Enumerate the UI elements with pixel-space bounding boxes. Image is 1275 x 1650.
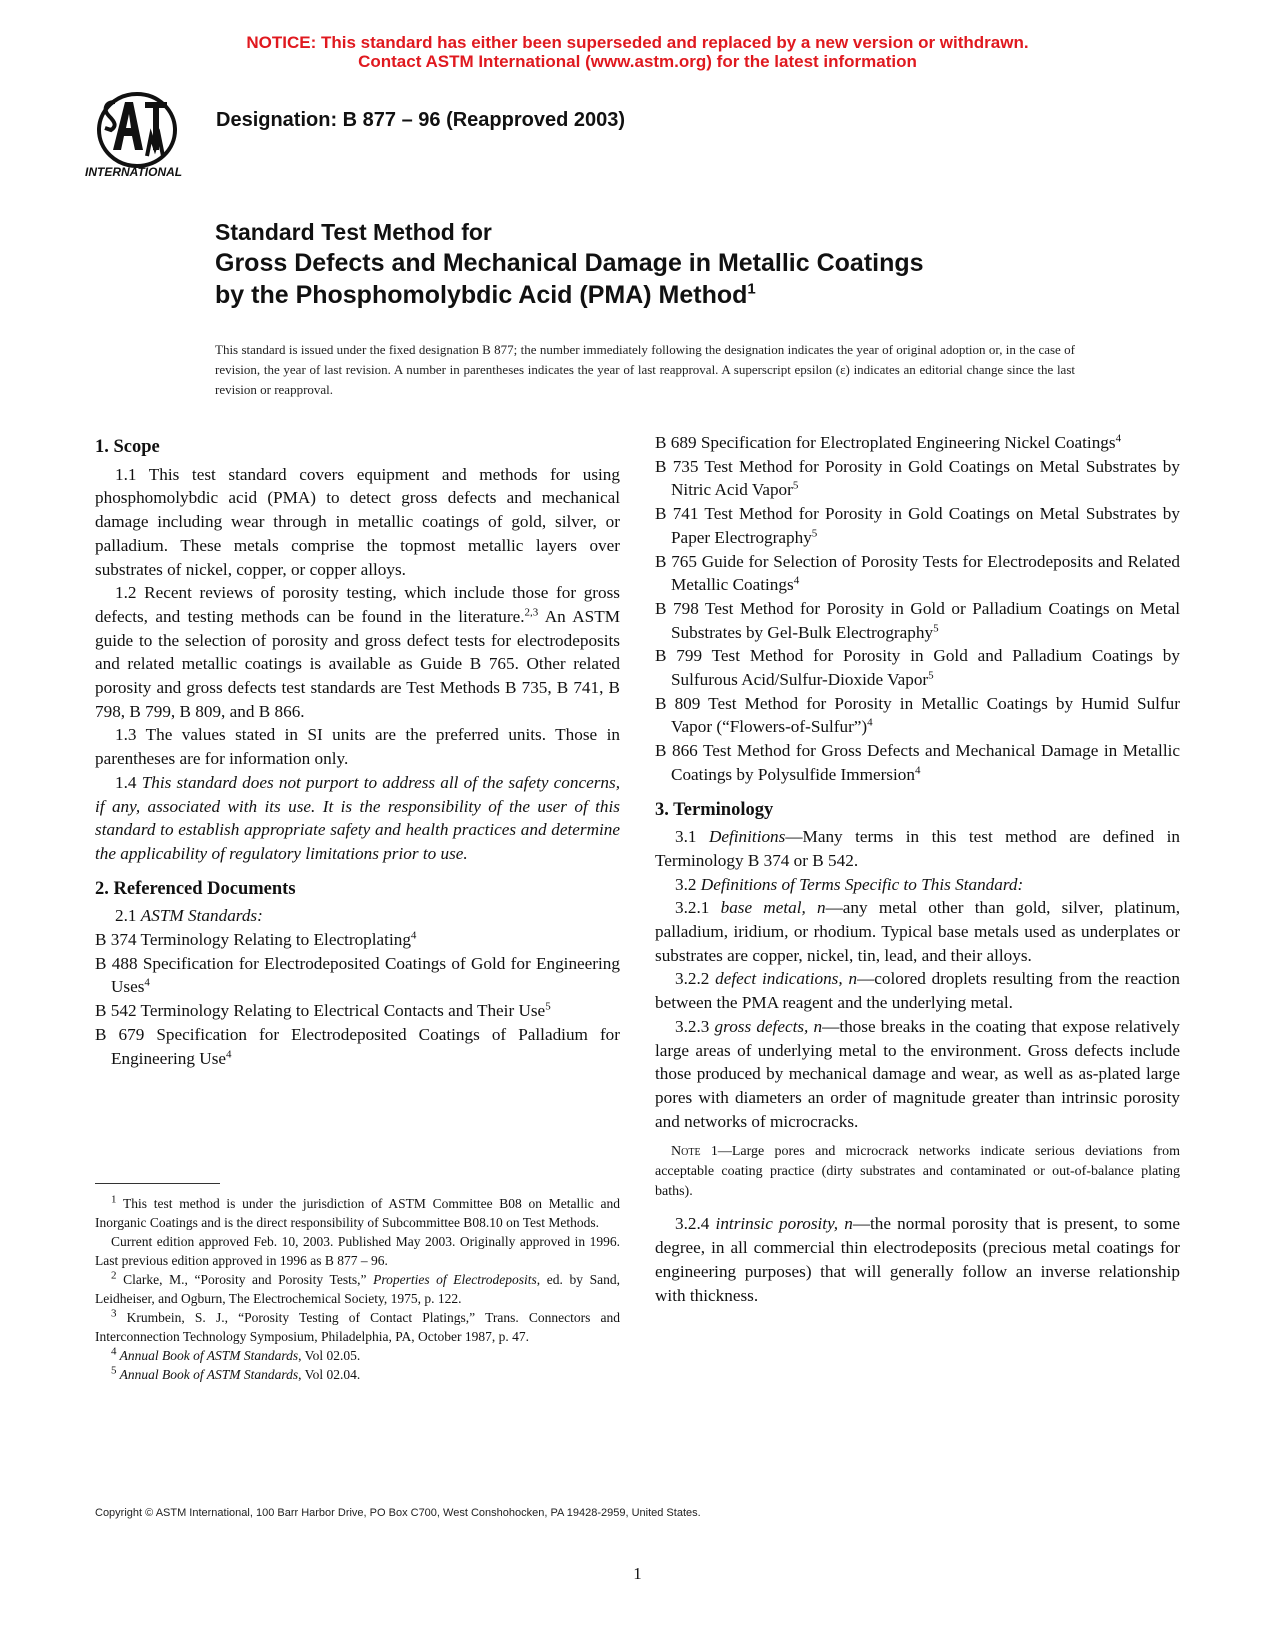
footnote-text: Clarke, M., “Porosity and Porosity Tests,” [116, 1272, 374, 1287]
safety-statement: This standard does not purport to address all of the safety concerns, if any, associated with its use. It is the responsibility of the user of this standard to establish appropriate safety and health practices and determine the applicability of regulatory limitations prior to use. [95, 772, 621, 863]
astm-logo [85, 88, 200, 183]
footnote-ref: 4 [1115, 432, 1122, 445]
paragraph-number: 3.2.4 [675, 1214, 716, 1234]
astm-standards-label: ASTM Standards: [140, 906, 263, 926]
reference-text: B 488 Specification for Electrodeposited Coatings of Gold for Engineering Uses [95, 953, 620, 997]
reference-text: B 374 Terminology Relating to Electroplating [95, 930, 411, 950]
paragraph-number: 3.2.1 [675, 898, 721, 918]
footnote-number: 4 [111, 1345, 117, 1358]
footnote-ref: 4 [410, 929, 417, 942]
footnote-text: This test method is under the jurisdiction of ASTM Committee B08 on Metallic and Inorganic Coatings and is the direct responsibility of Subcommittee B08.10 on Test Methods. [95, 1196, 620, 1230]
term: intrinsic porosity, n [715, 1214, 853, 1234]
reference-text: B 798 Test Method for Porosity in Gold or Palladium Coatings on Metal Substrates by Gel-Bulk Electrography [655, 598, 1180, 642]
paragraph-number: 3.2 [675, 874, 701, 894]
page-number: 1 [633, 1564, 642, 1583]
footnote-ref: 5 [928, 669, 934, 682]
designation: Designation: B 877 – 96 (Reapproved 2003) [216, 109, 626, 131]
footnote-ref: 5 [811, 527, 818, 540]
reference-item [655, 644, 1180, 691]
reference-item [655, 692, 1180, 739]
logo-text: INTERNATIONAL [85, 165, 183, 179]
paragraph-number: 3.2.3 [675, 1016, 715, 1036]
footnote-italic: Annual Book of ASTM Standards [116, 1348, 299, 1363]
footnote-number: 5 [111, 1364, 117, 1377]
footnote-ref: 5 [792, 479, 799, 492]
reference-text: B 542 Terminology Relating to Electrical Contacts and Their Use [95, 1001, 546, 1021]
term: gross defects, n [714, 1016, 823, 1036]
reference-text: B 735 Test Method for Porosity in Gold Coatings on Metal Substrates by Nitric Acid Vapor [655, 456, 1180, 500]
reference-text: B 866 Test Method for Gross Defects and Mechanical Damage in Metallic Coatings by Polysulfide Immersion [655, 741, 1180, 784]
left-column [95, 436, 620, 1070]
paragraph-3-1 [655, 825, 1180, 872]
paragraph-number: 2.1 [115, 906, 141, 926]
section-heading-terminology: 3. Terminology [655, 799, 774, 820]
footnote-ref: 4 [914, 764, 921, 777]
footnote-divider [95, 1183, 220, 1184]
definition-text: —any metal other than gold, silver, platinum, palladium, iridium, or rhodium. Typical base metals used as underplates or substrates are copper, nickel, tin, lead, and their alloys. [655, 898, 1181, 965]
footnote-number: 2 [111, 1269, 117, 1282]
footnote-ref: 2,3 [524, 606, 539, 619]
footnote-text: , ed. by Sand, Leidheiser, and Ogburn, The Electrochemical Society, 1975, p. 122. [95, 1272, 620, 1306]
footnote-3 [95, 1308, 620, 1346]
footnote-2 [95, 1270, 620, 1308]
paragraph-1-2-text-b: An ASTM guide to the selection of porosity and gross defect tests for electrodeposits and related metallic coatings is available as Guide B 765. Other related porosity and gross defects test standards are Test Methods B 735, B 741, B 798, B 799, B 809, and B 866. [95, 606, 620, 721]
reference-item [95, 1023, 620, 1070]
paragraph-number: 3.2.2 [675, 969, 716, 989]
paragraph-3-2-1 [655, 896, 1180, 967]
section-heading-scope: 1. Scope [95, 437, 160, 457]
definition-text: —Many terms in this test method are defined in Terminology B 374 or B 542. [655, 827, 1181, 870]
note-text: 1—Large pores and microcrack networks indicate serious deviations from acceptable coating practice (dirty substrates and contaminated or out-of-balance plating baths). [655, 1144, 1180, 1200]
paragraph-number: 3.1 [675, 827, 709, 847]
definition-text: —those breaks in the coating that expose relatively large areas of underlying metal to the environment. Gross defects include those produced by mechanical damage and wear, as well as as-plated large pores with diameters an order of magnitude greater than intrinsic porosity and networks of microcracks. [655, 1016, 1180, 1131]
reference-item [655, 431, 1180, 455]
title-footnote-mark: 1 [747, 280, 756, 298]
withdrawn-notice [0, 33, 1275, 71]
title-line-2: Gross Defects and Mechanical Damage in Metallic Coatings [215, 249, 924, 277]
document-title [215, 217, 924, 311]
section-heading-referenced-documents: 2. Referenced Documents [95, 878, 296, 899]
paragraph-1-3: 1.3 The values stated in SI units are the preferred units. Those in parentheses are for information only. [95, 725, 620, 769]
title-line-3 [215, 279, 924, 311]
definition-text: —colored droplets resulting from the reaction between the PMA reagent and the underlying metal. [655, 969, 1180, 1013]
reference-text: B 809 Test Method for Porosity in Metallic Coatings by Humid Sulfur Vapor (“Flowers-of-Sulfur”) [655, 693, 1180, 737]
term: base metal, n [720, 898, 826, 918]
note-1 [655, 1142, 1180, 1202]
footnote-1-edition: Current edition approved Feb. 10, 2003. Published May 2003. Originally approved in 1996. Last previous edition approved in 1996 as B 877 – 96. [95, 1234, 620, 1268]
paragraph-3-2-2 [655, 967, 1180, 1014]
term: defect indications, n [715, 969, 858, 989]
footnote-ref: 4 [793, 574, 800, 587]
footnote-ref: 4 [144, 976, 150, 989]
reference-item [655, 455, 1180, 502]
reference-text: B 741 Test Method for Porosity in Gold Coatings on Metal Substrates by Paper Electrography [655, 504, 1180, 547]
footnote-1 [95, 1194, 620, 1232]
reference-item [95, 999, 620, 1023]
notice-line-1: NOTICE: This standard has either been superseded and replaced by a new version or withdrawn. [246, 33, 1029, 52]
footnote-ref: 4 [226, 1047, 232, 1060]
paragraph-1-2 [95, 581, 620, 723]
reference-item [95, 952, 620, 999]
footnote-5 [95, 1365, 620, 1384]
note-label: Note [671, 1144, 701, 1160]
footnote-italic: Properties of Electrodeposits [373, 1272, 537, 1287]
paragraph-1-2-text-a: 1.2 Recent reviews of porosity testing, which include those for gross defects, and testing methods can be found in the literature. [95, 583, 620, 626]
footnote-ref: 5 [933, 621, 939, 634]
reference-text: B 679 Specification for Electrodeposited Coatings of Palladium for Engineering Use [95, 1024, 620, 1068]
footnote-ref: 5 [545, 1000, 551, 1013]
paragraph-number: 1.4 [115, 772, 142, 792]
footnote-italic: Annual Book of ASTM Standards [116, 1367, 299, 1382]
footnote-ref: 4 [867, 716, 873, 729]
paragraph-3-2-4 [655, 1212, 1180, 1307]
notice-line-2: Contact ASTM International (www.astm.org) for the latest information [358, 52, 917, 71]
footnote-number: 3 [111, 1307, 117, 1320]
term: Definitions [708, 827, 786, 847]
footnote-text: Krumbein, S. J., “Porosity Testing of Contact Platings,” Trans. Connectors and Interconnection Technology Symposium, Philadelphia, PA, October 1987, p. 47. [95, 1310, 620, 1344]
paragraph-3-2 [655, 873, 1180, 897]
reference-item [95, 928, 620, 952]
footnote-text: , Vol 02.04. [298, 1367, 361, 1382]
astm-logo-icon [85, 88, 200, 183]
footnote-text: , Vol 02.05. [298, 1348, 361, 1363]
right-column [655, 431, 1180, 1307]
reference-list-right [655, 431, 1180, 787]
footnote-4 [95, 1346, 620, 1365]
copyright-line: Copyright © ASTM International, 100 Barr Harbor Drive, PO Box C700, West Conshohocken, PA 19428-2959, United States. [95, 1507, 701, 1519]
reference-item [655, 502, 1180, 549]
subheading: Definitions of Terms Specific to This Standard: [700, 874, 1024, 894]
reference-text: B 799 Test Method for Porosity in Gold and Palladium Coatings by Sulfurous Acid/Sulfur-Dioxide Vapor [655, 646, 1180, 690]
reference-text: B 765 Guide for Selection of Porosity Tests for Electrodeposits and Related Metallic Coatings [655, 551, 1180, 595]
reference-item [655, 739, 1180, 786]
reference-text: B 689 Specification for Electroplated Engineering Nickel Coatings [655, 433, 1116, 452]
title-line-3-text: by the Phosphomolybdic Acid (PMA) Method [215, 281, 748, 309]
footnote-number: 1 [111, 1193, 117, 1206]
reference-item [655, 550, 1180, 597]
footnotes [95, 1194, 620, 1384]
reference-item [655, 597, 1180, 644]
paragraph-3-2-3 [655, 1015, 1180, 1134]
issuance-statement: This standard is issued under the fixed designation B 877; the number immediately following the designation indicates the year of original adoption or, in the case of revision, the year of last revision. A number in parentheses indicates the year of last reapproval. A superscript epsilon (ε) indicates an editorial change since the last revision or reapproval. [215, 342, 1075, 397]
title-line-1: Standard Test Method for [215, 219, 492, 245]
paragraph-1-1: 1.1 This test standard covers equipment and methods for using phosphomolybdic acid (PMA) to detect gross defects and mechanical damage including wear through in metallic coatings of gold, silver, or palladium. These metals comprise the topmost metallic layers over substrates of nickel, copper, or copper alloys. [95, 464, 620, 579]
reference-list-left [95, 928, 620, 1070]
definition-text: —the normal porosity that is present, to some degree, in all commercial thin electrodeposits (precious metal coatings for engineering purposes) that will generally follow an inverse relationship with thickness. [655, 1214, 1181, 1305]
paragraph-1-4 [95, 771, 620, 866]
paragraph-2-1 [95, 904, 620, 928]
